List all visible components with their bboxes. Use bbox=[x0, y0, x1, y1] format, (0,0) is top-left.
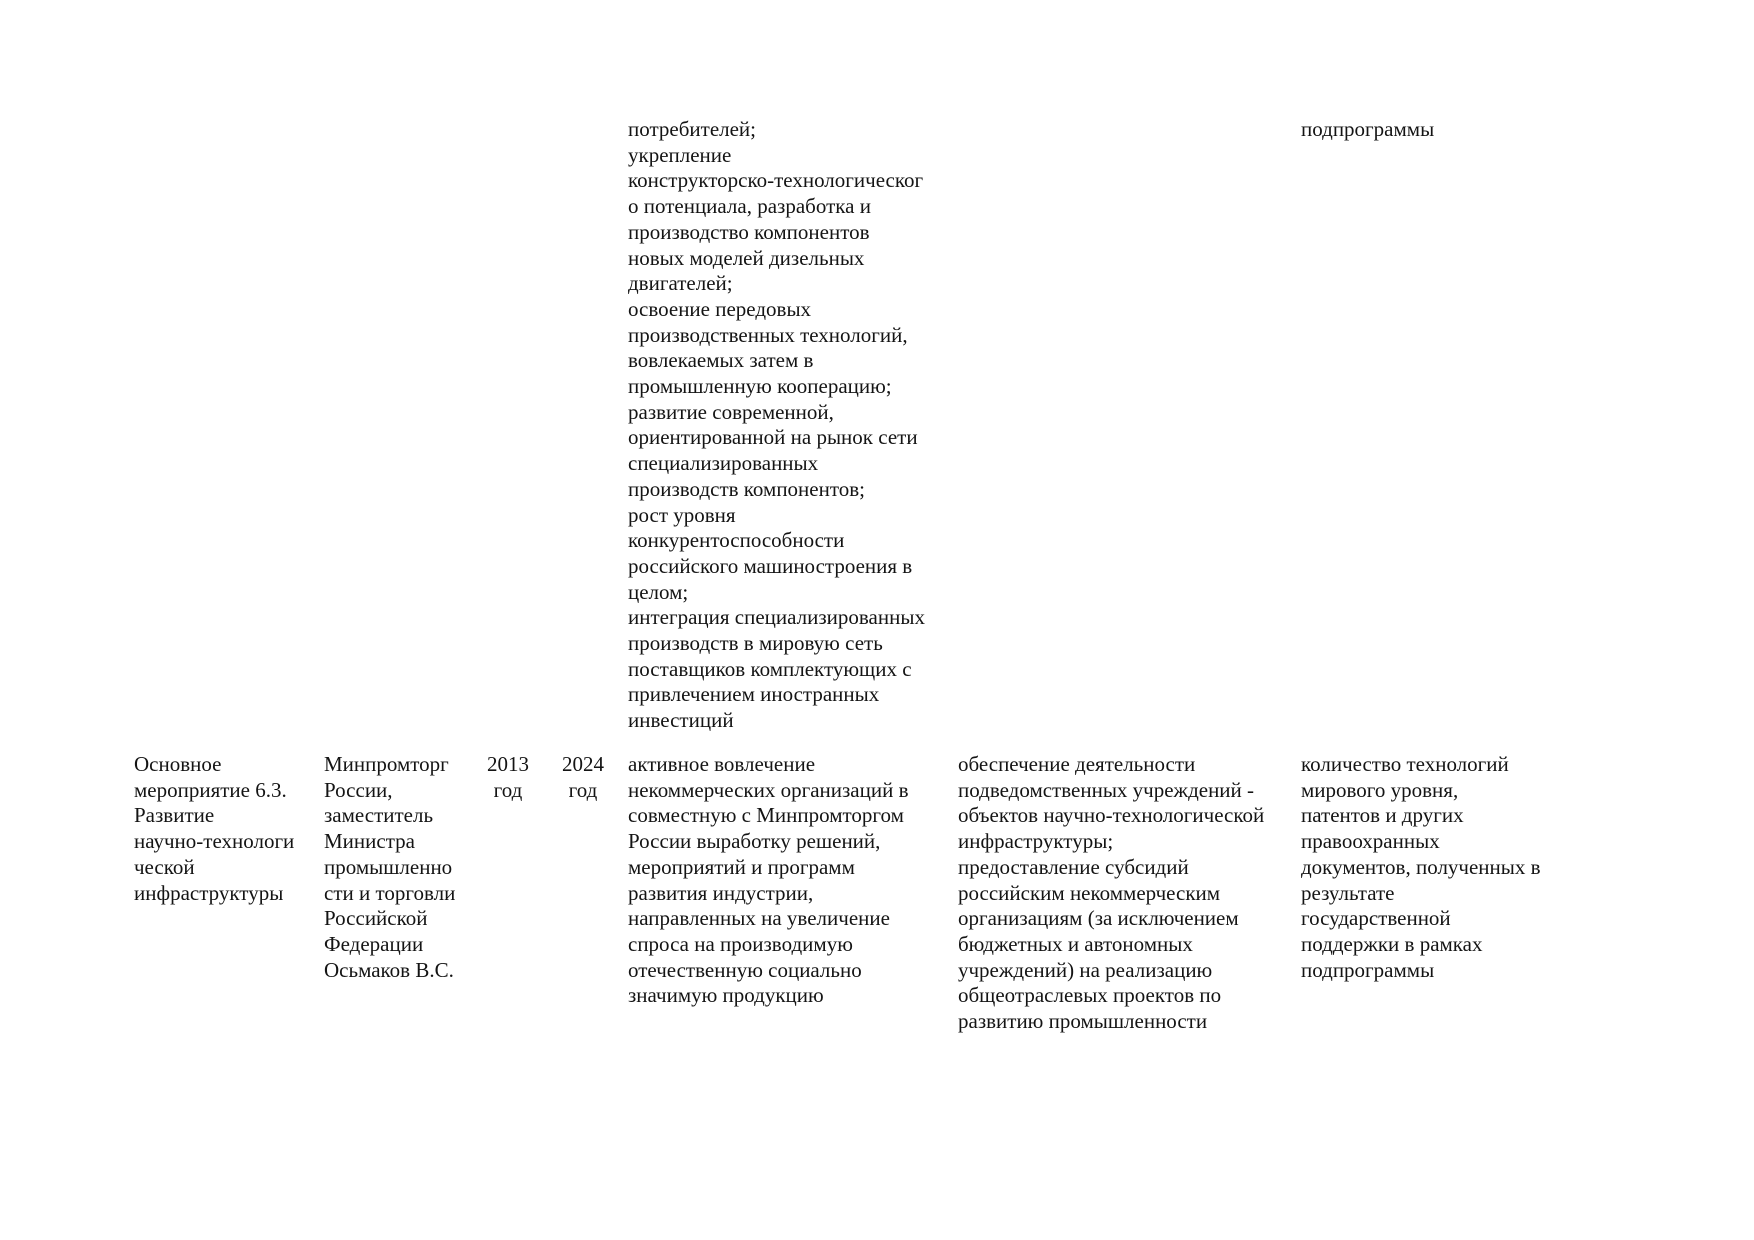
expected-results-cell: активное вовлечение некоммерческих организаций в совместную с Минпромторгом России выработку решений, мероприятий и программ развития индустрии, направленных на увеличение спроса на производимую отечественную социально значимую продукцию bbox=[628, 752, 909, 1008]
end-year-cell: 2024 год bbox=[562, 752, 604, 802]
start-year-cell: 2013 год bbox=[487, 752, 529, 802]
measure-name-cell: Основное мероприятие 6.3. Развитие научно-технологи ческой инфраструктуры bbox=[134, 752, 295, 905]
main-activities-cell: обеспечение деятельности подведомственных учреждений - объектов научно-технологической инфраструктуры; предоставление субсидий российским некоммерческим организациям (за исключением бюджетных и автономных учреждений) на реализацию общеотраслевых проектов по развитию промышленности bbox=[958, 752, 1265, 1034]
indicator-cell: количество технологий мирового уровня, патентов и других правоохранных документов, полученных в результате государственной поддержки в рамках подпрограммы bbox=[1301, 752, 1541, 982]
expected-results-cell: потребителей; укрепление конструкторско-технологическог о потенциала, разработка и производство компонентов новых моделей дизельных двигателей; освоение передовых производственных технологий, вовлекаемых затем в промышленную кооперацию; развитие современной, ориентированной на рынок сети специализированных производств компонентов; рост уровня конкурентоспособности российского машиностроения в целом; интеграция специализированных производств в мировую сеть поставщиков комплектующих с привлечением иностранных инвестиций bbox=[628, 117, 925, 733]
indicator-cell: подпрограммы bbox=[1301, 117, 1435, 141]
responsible-executor-cell: Минпромторг России, заместитель Министра промышленно сти и торговли Российской Федерации Осьмаков В.С. bbox=[324, 752, 456, 982]
